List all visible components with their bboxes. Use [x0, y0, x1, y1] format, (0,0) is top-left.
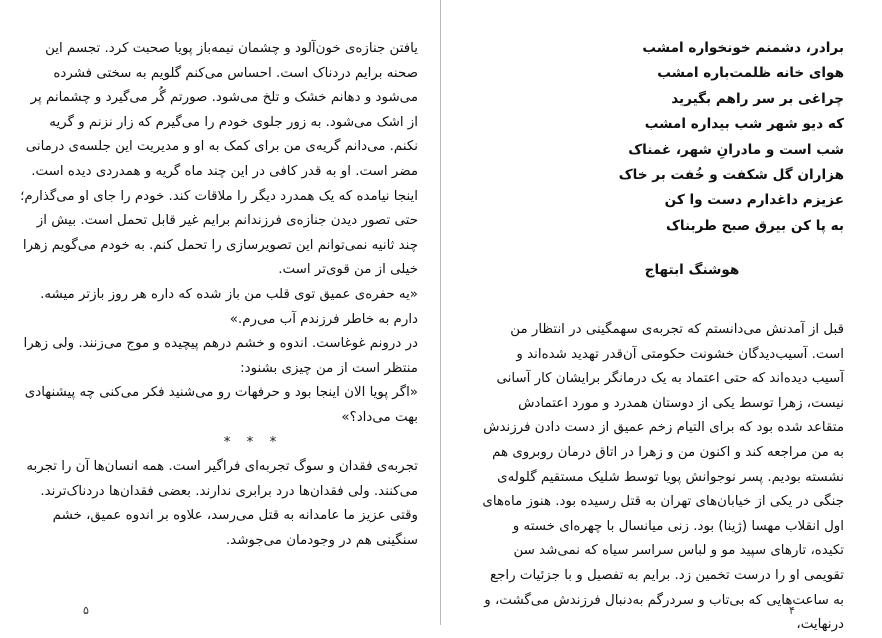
poem-line: هزاران گل شکفت و خُفت بر خاک: [618, 167, 844, 184]
page-number: ۵: [83, 604, 89, 617]
poem-line: برادر، دشمنم خونخواره امشب: [642, 40, 844, 56]
poet-name: هوشنگ ابتهاج: [644, 262, 740, 278]
poem-line: شب است و مادرانِ شهر، غمناک: [628, 141, 844, 158]
poem-line: به پا کن بیرق صبح طربناک: [665, 217, 844, 234]
section-separator: * * *: [223, 434, 283, 450]
poem: [564, 36, 844, 239]
right-page-body: [482, 318, 844, 638]
poem-line: که دیو شهر شب بیداره امشب: [644, 116, 844, 133]
right-page: [441, 0, 882, 633]
quote: «اگر پویا الان اینجا بود و حرفهات رو می‌شنید فکر می‌کنی چه پیشنهادی بهت می‌داد؟»: [24, 385, 418, 425]
poem-line: هوای خانه ظلمت‌باره امشب: [657, 65, 844, 82]
quote: «یه حفره‌ی عمیق توی قلب من باز شده که داره هر روز بازتر میشه. دارم به خاطر فرزندم آب می‌رم.»: [40, 286, 418, 327]
poem-line: عزیزم داغدارم دست وا کن: [664, 192, 844, 209]
paragraph: یافتن جنازه‌ی خون‌آلود و چشمان نیمه‌باز پویا صحبت کرد. تجسم این صحنه برایم دردناک است. احساس می‌کنم گلویم به سختی فشرده می‌شود و دهانم خشک و تلخ می‌شود. صورتم گُر می‌گیرد و چشمانم پر از اشک می‌شود. به زور جلوی خودم را می‌گیرم که زار نزنم و گریه نکنم. می‌دانم گریه‌ی من برای کمک به او و مدیریت این جلسه‌ی درمانی مضر است. او به قدر کافی در این چند ماه گریه و همدردی دیده است. اینجا نیامده که یک همدرد دیگر را ملاقات کند. خودم را جای او می‌گذارم؛ حتی تصور دیدن جنازه‌ی فرزندانم برایم غیر قابل تحمل است. بیش از چند ثانیه نمی‌توانم این تصویرسازی را تحمل کنم. به خودم می‌گویم زهرا خیلی از من قوی‌تر است.: [20, 41, 418, 278]
left-page-body: [18, 37, 418, 553]
paragraph: در درونم غوغاست. اندوه و خشم درهم پیچیده و موج می‌زنند. ولی زهرا منتظر است از من چیزی بشنود:: [23, 336, 418, 376]
page-number: ۴: [789, 604, 795, 617]
paragraph: تجربه‌ی فقدان و سوگ تجربه‌ای فراگیر است. همه انسان‌ها آن را تجربه می‌کنند. ولی فقدان‌ها درد برابری ندارند. بعضی فقدان‌ها دردناک‌ترند. وقتی عزیز ما عامدانه به قتل می‌رسد، علاوه بر اندوه عمیق، خشم سنگینی هم در وجودمان می‌جوشد.: [26, 459, 418, 548]
left-page: [0, 0, 440, 625]
poem-line: چراغی بر سر راهم بگیرید: [671, 90, 844, 107]
paragraph: قبل از آمدنش می‌دانستم که تجربه‌ی سهمگینی در انتظار من است. آسیب‌دیدگان خشونت حکومتی آن‌قدر تهدید شده‌اند و آسیب دیده‌اند که حتی اعتماد به یک درمانگر برایشان کار آسانی نیست، زهرا توسط یکی از دوستان همدرد و مورد اعتمادش متقاعد شده بود که برای التیام زخم عمیق از دست دادن فرزندش به من مراجعه کند و اکنون من و زهرا در اتاق درمان روبروی هم نشسته بودیم. پسر نوجوانش پویا توسط شلیک مستقیم گلوله‌ی جنگی در یکی از خیابان‌های تهران به قتل رسیده بود. هنوز ماه‌های اول انقلاب مهسا (ژینا) بود. زنی میانسال با چهره‌ای خسته و تکیده، تارهای سپید مو و لباس سراسر سیاه که نمی‌شد سن تقویمی او را درست تخمین زد. برایم به تفصیل و با جزئیات راجع به ساعت‌هایی که بی‌تاب و سردرگم به‌دنبال فرزندش می‌گشت، و درنهایت،: [482, 322, 844, 633]
